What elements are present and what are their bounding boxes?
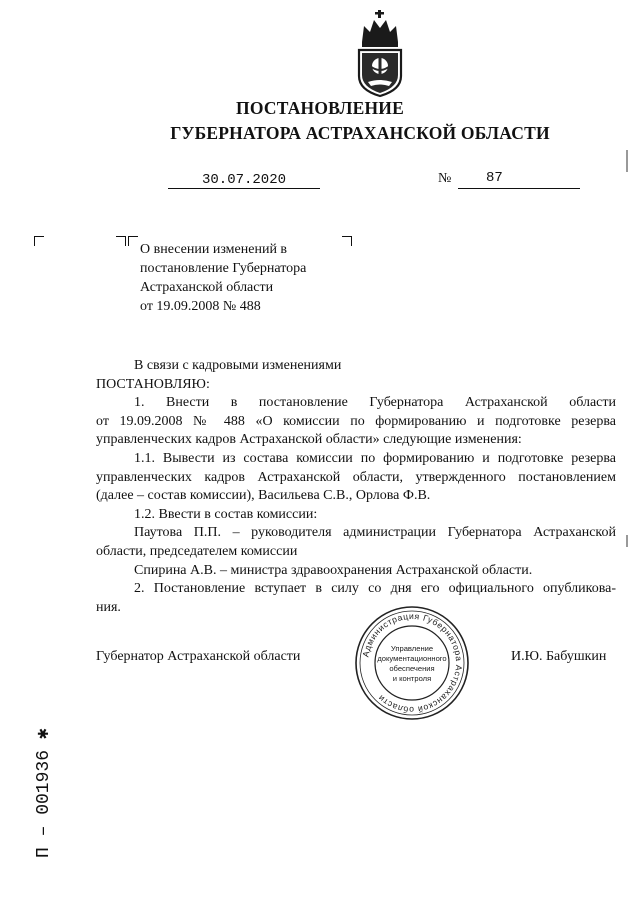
- stamp-inner-line: Управление: [390, 644, 434, 653]
- subject-line: от 19.09.2008 № 488: [140, 299, 261, 314]
- scan-edge-mark: [626, 150, 628, 172]
- item11-line: (далее – состав комиссии), Васильева С.В., Орлова Ф.В.: [96, 488, 431, 504]
- corner-mark-subject-left-a: [116, 236, 126, 246]
- subject-block: [140, 240, 306, 316]
- item1-line: 1. Внести в постановление Губернатора Астраханской области: [134, 395, 616, 411]
- item2-line: 2. Постановление вступает в силу со дня его официального опубликова-: [134, 581, 616, 597]
- corner-mark-subject-left-b: [128, 236, 138, 246]
- decree-body: [96, 357, 616, 617]
- signature-position: Губернатор Астраханской области: [96, 649, 301, 664]
- stamp-inner-line: и контроля: [392, 674, 432, 683]
- stamp-inner-line: документационного: [377, 654, 447, 663]
- document-title-line1: ПОСТАНОВЛЕНИЕ: [236, 98, 404, 118]
- number-value: 87: [486, 170, 503, 186]
- item1-line: от 19.09.2008 № 488 «О комиссии по формированию и подготовке резерва: [96, 413, 616, 429]
- document-title-line2: ГУБЕРНАТОРА АСТРАХАНСКОЙ ОБЛАСТИ: [170, 123, 550, 143]
- official-stamp: [353, 604, 471, 722]
- preamble: В связи с кадровыми изменениями: [134, 358, 342, 373]
- item1-line: управленческих кадров Астраханской области» следующие изменения:: [96, 432, 522, 448]
- scan-edge-mark: [626, 535, 628, 547]
- decree-word: ПОСТАНОВЛЯЮ:: [96, 376, 210, 392]
- stamp-inner-line: обеспечения: [389, 664, 435, 673]
- date-field: [168, 170, 320, 189]
- person2: Спирина А.В. – министра здравоохранения Астраханской области.: [134, 562, 533, 578]
- corner-mark-subject-right: [342, 236, 352, 246]
- item12: 1.2. Ввести в состав комиссии:: [134, 506, 318, 522]
- date-value: 30.07.2020: [201, 172, 286, 188]
- serial-number: П – 001936 ✱: [34, 728, 54, 858]
- corner-mark-left: [34, 236, 44, 246]
- subject-line: постановление Губернатора: [140, 261, 307, 276]
- signature-name: И.Ю. Бабушкин: [511, 649, 607, 664]
- person1-line: области, председателем комиссии: [96, 543, 298, 559]
- person1-line: Паутова П.П. – руководителя администрации Губернатора Астраханской: [134, 525, 616, 541]
- subject-line: О внесении изменений в: [140, 242, 288, 257]
- item11-line: управленческих кадров Астраханской области, утвержденного постановлением: [96, 469, 616, 485]
- stamp-ring-text: Администрация Губернатора Астраханской области: [360, 610, 465, 716]
- item2-line: ния.: [96, 599, 121, 615]
- coat-of-arms-emblem: [352, 8, 408, 98]
- number-label: №: [438, 171, 452, 186]
- item11-line: 1.1. Вывести из состава комиссии по формированию и подготовке резерва: [134, 450, 616, 466]
- number-field: [458, 170, 580, 189]
- subject-line: Астраханской области: [140, 280, 274, 295]
